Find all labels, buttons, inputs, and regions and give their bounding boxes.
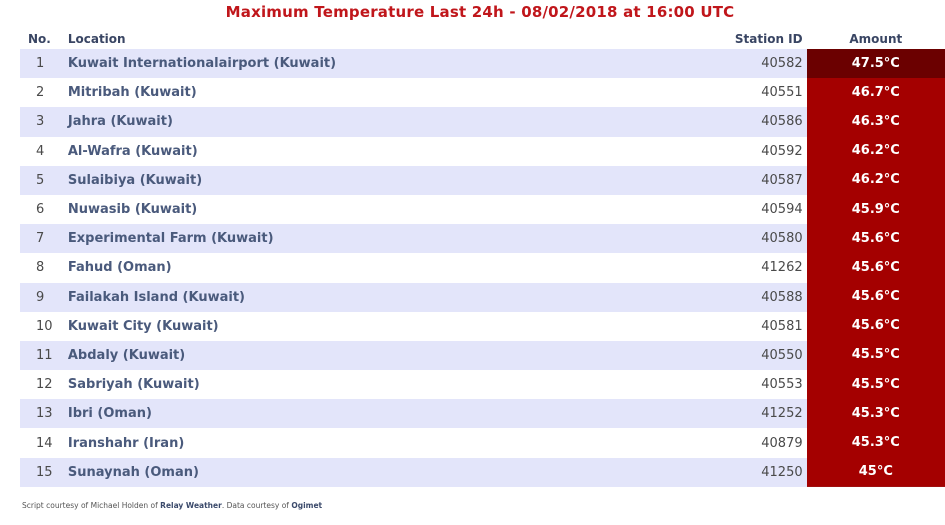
- row-amount: 46.3°C: [807, 107, 945, 137]
- row-station-id: 40580: [761, 231, 803, 247]
- row-amount: 47.5°C: [807, 49, 945, 79]
- row-location[interactable]: Kuwait Internationalairport (Kuwait): [67, 56, 337, 72]
- table-row: [20, 370, 945, 399]
- table-row: [20, 399, 945, 428]
- row-station-id: 40550: [761, 347, 803, 363]
- table-row: [20, 341, 945, 370]
- row-location[interactable]: Fahud (Oman): [67, 260, 172, 276]
- row-amount: 45.6°C: [807, 311, 945, 341]
- row-station-id: 40592: [761, 143, 803, 159]
- row-amount: 46.2°C: [807, 136, 945, 166]
- row-amount: 45.5°C: [807, 340, 945, 370]
- row-location[interactable]: Mitribah (Kuwait): [67, 85, 197, 101]
- row-amount: 46.2°C: [807, 165, 945, 195]
- row-station-id: 40551: [761, 85, 803, 101]
- table-row: [20, 253, 945, 282]
- row-station-id: 40588: [761, 289, 803, 305]
- table-row: [20, 78, 945, 107]
- row-amount: 45°C: [807, 457, 945, 487]
- table-row: [20, 458, 945, 487]
- row-station-id: 41252: [761, 406, 803, 422]
- table-row: [20, 137, 945, 166]
- row-location[interactable]: Sulaibiya (Kuwait): [67, 172, 203, 188]
- row-station-id: 41250: [761, 464, 803, 480]
- row-amount: 45.6°C: [807, 224, 945, 254]
- row-number: 6: [36, 202, 45, 218]
- table-row: [20, 283, 945, 312]
- footer-author[interactable]: Michael Holden: [90, 501, 149, 510]
- row-number: 13: [36, 406, 53, 422]
- row-station-id: 40594: [761, 202, 803, 218]
- row-number: 14: [36, 435, 53, 451]
- footer-data-prefix: . Data courtesy of: [221, 501, 289, 510]
- row-amount: 45.3°C: [807, 428, 945, 458]
- header-no: No.: [28, 31, 51, 46]
- row-location[interactable]: Nuwasib (Kuwait): [67, 202, 198, 218]
- temperature-table: [20, 28, 945, 487]
- row-number: 3: [36, 114, 45, 130]
- table-row: [20, 195, 945, 224]
- table-row: [20, 107, 945, 136]
- row-number: 10: [36, 318, 53, 334]
- row-number: 2: [36, 85, 45, 101]
- row-number: 1: [36, 56, 45, 72]
- table-row: [20, 428, 945, 457]
- row-amount: 46.7°C: [807, 78, 945, 108]
- row-amount: 45.3°C: [807, 399, 945, 429]
- table-header: [20, 28, 945, 49]
- table-row: [20, 166, 945, 195]
- row-station-id: 40879: [761, 435, 803, 451]
- footer-prefix: Script courtesy of: [22, 501, 89, 510]
- header-location: Location: [67, 31, 126, 46]
- row-number: 5: [36, 172, 45, 188]
- row-station-id: 40553: [761, 377, 803, 393]
- row-number: 4: [36, 143, 45, 159]
- table-row: [20, 312, 945, 341]
- row-station-id: 40581: [761, 318, 803, 334]
- table-row: [20, 49, 945, 78]
- row-location[interactable]: Kuwait City (Kuwait): [67, 318, 219, 334]
- footer-of: of: [150, 501, 158, 510]
- row-location[interactable]: Sabriyah (Kuwait): [67, 377, 200, 393]
- row-number: 12: [36, 377, 53, 393]
- row-number: 8: [36, 260, 45, 276]
- header-amount: Amount: [849, 31, 903, 46]
- row-location[interactable]: Iranshahr (Iran): [67, 435, 185, 451]
- row-number: 7: [36, 231, 45, 247]
- row-number: 9: [36, 289, 45, 305]
- row-location[interactable]: Sunaynah (Oman): [67, 464, 199, 480]
- footer-data-source-link[interactable]: Ogimet: [291, 501, 323, 510]
- row-location[interactable]: Jahra (Kuwait): [67, 114, 173, 130]
- row-location[interactable]: Al-Wafra (Kuwait): [67, 143, 198, 159]
- row-number: 11: [36, 347, 53, 363]
- row-location[interactable]: Experimental Farm (Kuwait): [67, 231, 274, 247]
- row-location[interactable]: Ibri (Oman): [67, 406, 152, 422]
- row-number: 15: [36, 464, 53, 480]
- footer-site-link[interactable]: Relay Weather: [160, 501, 222, 510]
- row-amount: 45.5°C: [807, 370, 945, 400]
- footer-credits: [22, 501, 322, 510]
- row-station-id: 40582: [761, 56, 803, 72]
- page-title: Maximum Temperature Last 24h - 08/02/2018 at 16:00 UTC: [225, 3, 735, 21]
- row-station-id: 41262: [761, 260, 803, 276]
- row-location[interactable]: Abdaly (Kuwait): [67, 347, 186, 363]
- table-body: [20, 49, 945, 487]
- table-row: [20, 224, 945, 253]
- header-station-id: Station ID: [734, 31, 803, 46]
- row-station-id: 40587: [761, 172, 803, 188]
- row-station-id: 40586: [761, 114, 803, 130]
- row-location[interactable]: Failakah Island (Kuwait): [67, 289, 245, 305]
- row-amount: 45.6°C: [807, 282, 945, 312]
- row-amount: 45.6°C: [807, 253, 945, 283]
- row-amount: 45.9°C: [807, 194, 945, 224]
